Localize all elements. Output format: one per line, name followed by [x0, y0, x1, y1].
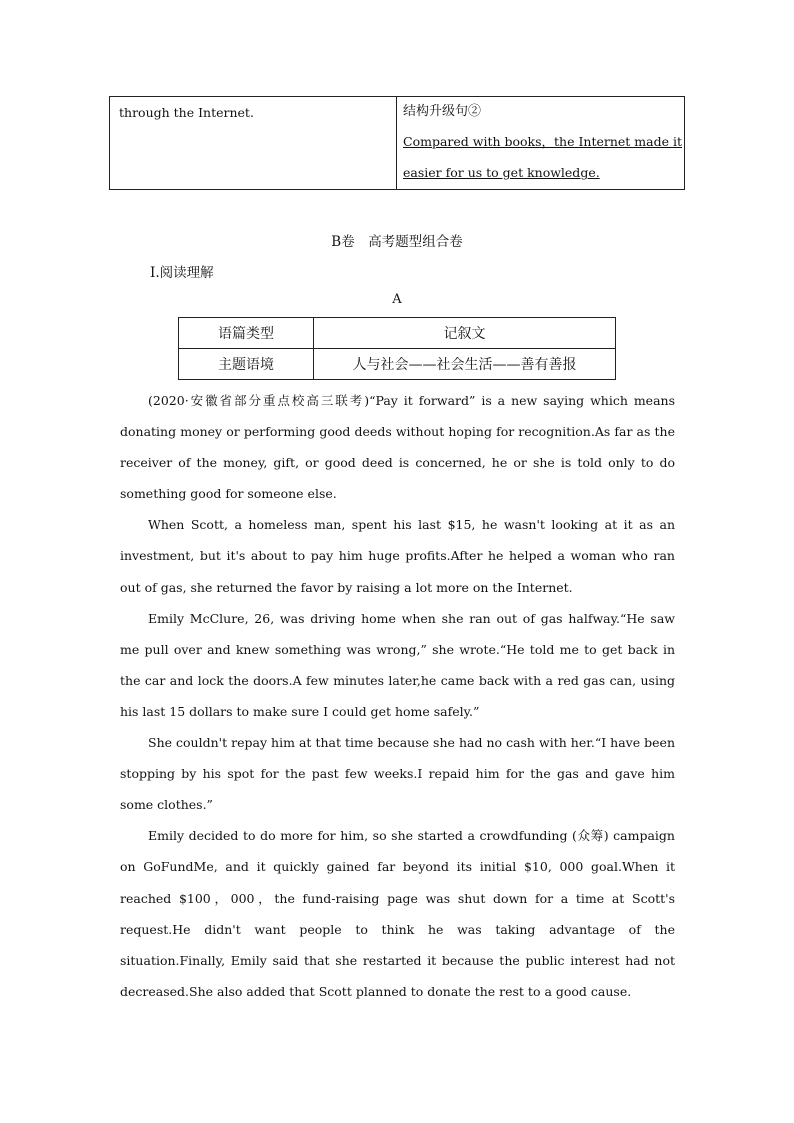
paragraph: Emily decided to do more for him, so she started a crowdfunding (众筹) campaign on GoFundMe, and it quickly gained far beyond its initial $10, 000 goal.When it reached $100，000，the fund-raising page was shut down for a time at Scott's request.He didn't want people to think he was taking advantage of the situation.Finally, Emily said that she restarted it because the public interest had not decreased.She also added that Scott planned to donate the rest to a good cause. [120, 828, 675, 999]
top-table-left-cell [110, 97, 397, 190]
reading-passage [120, 385, 675, 1007]
info-value: 人与社会——社会生活——善有善报 [314, 349, 616, 380]
paragraph: She couldn't repay him at that time because she had no cash with her.“I have been stopping by his spot for the past few weeks.I repaid him for the gas and gave him some clothes.” [120, 735, 675, 813]
info-key: 语篇类型 [179, 318, 314, 349]
info-row [179, 349, 616, 380]
paragraph: When Scott, a homeless man, spent his last $15, he wasn't looking at it as an investment, but it's about to pay him huge profits.After he helped a woman who ran out of gas, she returned the favor by raising a lot more on the Internet. [120, 517, 675, 595]
info-row [179, 318, 616, 349]
top-table-left-text: through the Internet. [119, 105, 254, 120]
structure-heading: 结构升级句② [403, 104, 482, 119]
part-label: Ⅰ.阅读理解 [150, 265, 214, 281]
info-value: 记叙文 [314, 318, 616, 349]
paragraph: (2020·安徽省部分重点校高三联考)“Pay it forward” is a new saying which means donating money or performing good deeds without hoping for recognition.As far as the receiver of the money, gift, or good deed is concerned, he or she is told only to do something good for someone else. [120, 393, 675, 502]
structure-sentence-line-2: easier for us to get knowledge. [403, 165, 600, 180]
structure-sentence-line-1: Compared with books，the Internet made it [403, 134, 683, 149]
section-title: B卷 高考题型组合卷 [331, 234, 463, 250]
info-key: 主题语境 [179, 349, 314, 380]
top-table-right-cell [397, 97, 685, 190]
info-table [178, 317, 616, 380]
top-table [109, 96, 685, 190]
passage-letter: A [392, 292, 402, 307]
paragraph: Emily McClure, 26, was driving home when she ran out of gas halfway.“He saw me pull over and knew something was wrong,” she wrote.“He told me to get back in the car and lock the doors.A few minutes later,he came back with a red gas can, using his last 15 dollars to make sure I could get home safely.” [120, 610, 675, 719]
